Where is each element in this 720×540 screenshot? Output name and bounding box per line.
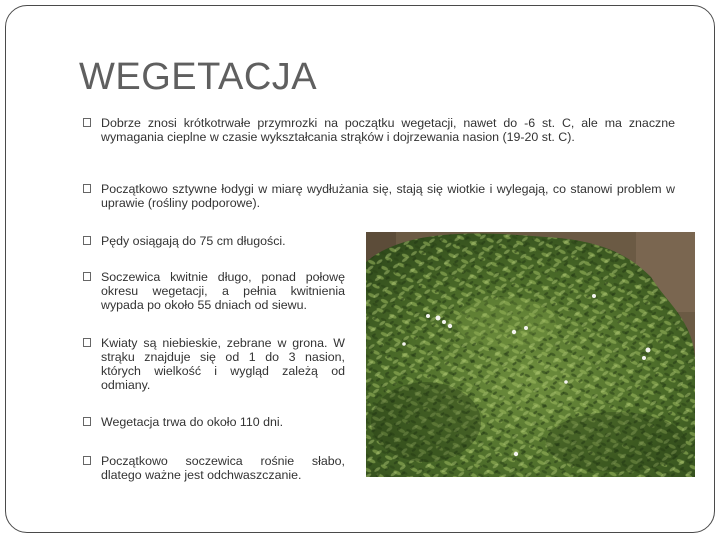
- bullet-item: [83, 270, 345, 312]
- bullet-item: [83, 336, 345, 392]
- lentil-plants-photo: [366, 232, 695, 477]
- bullet-item: [83, 116, 675, 144]
- bullet-item: [83, 415, 345, 429]
- bullet-box-icon: [83, 456, 91, 465]
- bullet-text: Kwiaty są niebieskie, zebrane w grona. W strąku znajduje się od 1 do 3 nasion, których wielkość i wygląd zależą od odmiany.: [101, 336, 345, 392]
- bullet-text: Początkowo sztywne łodygi w miarę wydłużania się, stają się wiotkie i wylegają, co stanowi problem w uprawie (rośliny podporowe).: [101, 182, 675, 210]
- bullet-item: [83, 234, 345, 248]
- lentil-plants-image: [366, 232, 695, 477]
- bullet-item: [83, 454, 345, 482]
- bullet-text: Pędy osiągają do 75 cm długości.: [101, 234, 286, 248]
- bullet-text: Początkowo soczewica rośnie słabo, dlatego ważne jest odchwaszczanie.: [101, 454, 345, 482]
- bullet-box-icon: [83, 338, 91, 347]
- bullet-text: Wegetacja trwa do około 110 dni.: [101, 415, 284, 429]
- slide-title: WEGETACJA: [79, 56, 318, 98]
- bullet-text: Dobrze znosi krótkotrwałe przymrozki na początku wegetacji, nawet do -6 st. C, ale ma znaczne wymagania cieplne w czasie wykształcania strąków i dojrzewania nasion (19-20 st. C).: [101, 116, 675, 144]
- bullet-box-icon: [83, 118, 91, 127]
- bullet-box-icon: [83, 184, 91, 193]
- bullet-text: Soczewica kwitnie długo, ponad połowę okresu wegetacji, a pełnia kwitnienia wypada po około 55 dniach od siewu.: [101, 270, 345, 312]
- bullet-item: [83, 182, 675, 210]
- bullet-box-icon: [83, 272, 91, 281]
- bullet-box-icon: [83, 417, 91, 426]
- bullet-box-icon: [83, 236, 91, 245]
